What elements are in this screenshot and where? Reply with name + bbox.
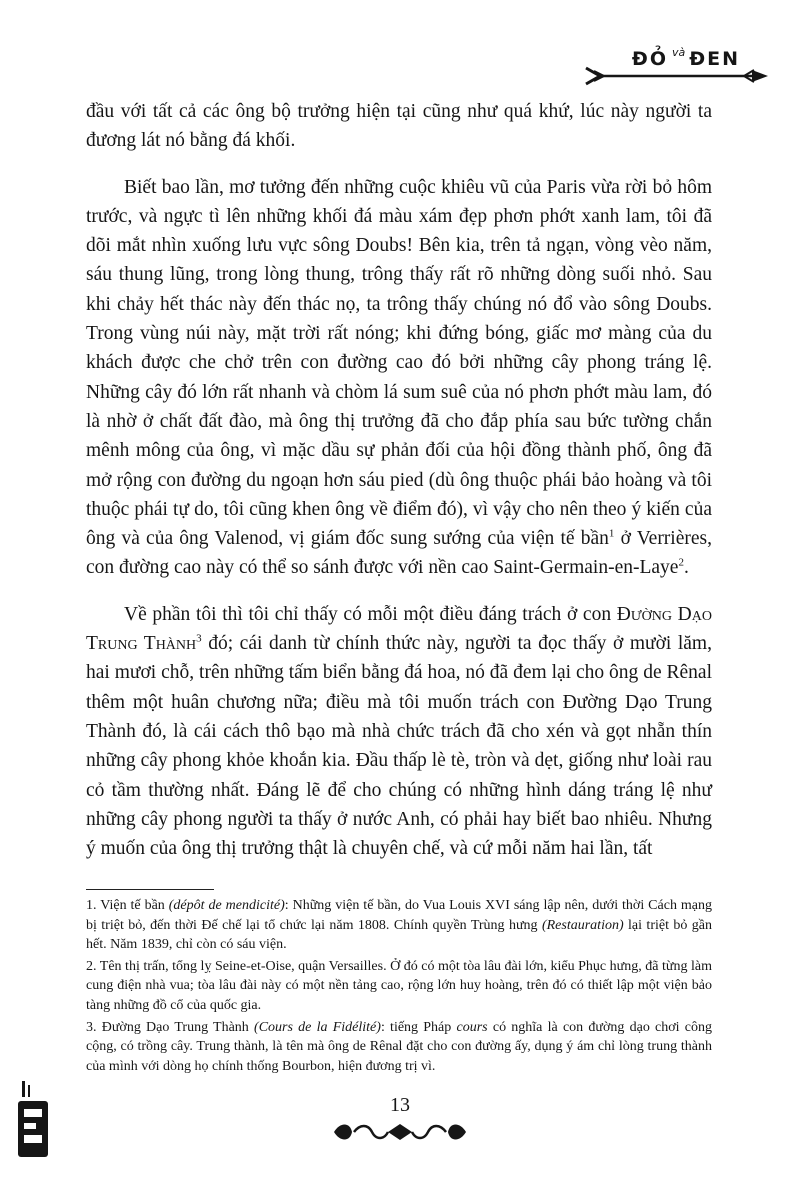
paragraph-text: đó; cái danh từ chính thức này, người ta đọc thấy ở mười lăm, hai mươi chỗ, trên những tấm biển bằng đá hoa, nó đã đem lại cho ông de Rênal thêm một huân chương nữa; điều mà tôi muốn trách con Đường Dạo Trung Thành đó, là cái cách thô bạo mà nhà chức trách đã cho xén và gọt nhẵn thín những cây phong khỏe khoắn kia. Đầu thấp lè tè, tròn và dẹt, giống như loài rau cỏ tầm thường nhất. Đáng lẽ để cho chúng có những hình dáng tráng lệ như những cây phong người ta thấy ở nước Anh, có phải hay biết bao nhiêu. Nhưng ý muốn của ông thị trưởng thật là chuyên chế, và cứ mỗi năm hai lần, tất (86, 633, 712, 860)
small-caps-name: Đường Dạo Trung Thành (86, 603, 712, 655)
book-title-conjunction: và (672, 46, 686, 59)
footnote-italic: (Cours de la Fidélité) (254, 1019, 381, 1035)
book-title-part2: ĐEN (689, 48, 741, 70)
body-text (86, 97, 712, 863)
footnote-text: : tiếng Pháp (380, 1019, 457, 1035)
paragraph-text: ở Verrières, con đường cao này có thể so sánh được với nền cao Saint-Germain-en-Laye (86, 528, 712, 579)
footnote-text: có nghĩa là con đường dạo chơi công cộng, có trồng cây. Trung thành, là tên mà ông de Rênal đặt cho con đường ấy, dụng ý ám chỉ lòng trung thành của mình với dòng họ chính thống Bourbon, hiện đương trị vì. (86, 1019, 712, 1074)
paragraph-continuation: đầu với tất cả các ông bộ trưởng hiện tại cũng như quá khứ, lúc này người ta đương lát nó bằng đá khối. (86, 101, 712, 152)
scroll-flourish-icon (330, 1118, 470, 1146)
paragraph-text: Biết bao lần, mơ tưởng đến những cuộc khiêu vũ của Paris vừa rời bỏ hôm trước, và ngực tì lên những khối đá màu xám đẹp phơn phớt xanh lam, tôi đã dõi mắt nhìn xuống lưu vực sông Doubs! Bên kia, trên tả ngạn, vòng vèo năm, sáu thung lũng, trong lòng thung, trông thấy rất rõ những dòng suối nhỏ. Sau khi chảy hết thác này đến thác nọ, ta trông thấy chúng nó đổ vào sông Doubs. Trong vùng núi này, mặt trời rất nóng; khi đứng bóng, giấc mơ màng của du khách được che chở trên con đường cao đó bởi những cây phong tráng lệ. Những cây đó lớn rất nhanh và chòm lá sum suê của nó phơn phớt màu lam, đó là nhờ ở chất đất đào, mà ông thị trưởng đã cho đắp phía sau bức tường chắn mênh mông của ông, vì mặc dầu sự phản đối của hội đồng thành phố, ông đã mở rộng con đường du ngoạn hơn sáu pied (dù ông thuộc phái bảo hoàng và tôi thuộc phái tự do, tôi cũng khen ông về điểm đó), vì vậy cho nên theo ý kiến của ông và của ông Valenod, vị giám đốc sung sướng của viện tế bần (86, 176, 712, 550)
paragraph-text: Về phần tôi thì tôi chỉ thấy có mỗi một điều đáng trách ở con (124, 603, 617, 625)
footnote-3 (86, 1018, 712, 1077)
paragraph-fidelity-walk (86, 600, 712, 864)
footnote-italic: cours (456, 1019, 488, 1035)
footnote-rule (86, 889, 214, 890)
footnote-text: 3. Đường Dạo Trung Thành (86, 1019, 255, 1035)
publisher-logo-icon (16, 1077, 50, 1161)
footnote-italic: (Restauration) (541, 917, 624, 933)
paragraph-doubs-valley (86, 173, 712, 583)
paragraph-text: . (683, 557, 689, 579)
footnote-1 (86, 896, 712, 955)
footnote-2: 2. Tên thị trấn, tổng lỵ Seine-et-Oise, quận Versailles. Ở đó có một tòa lâu đài lớn, kiểu Phục hưng, đã từng làm cung điện nhà vua; tòa lâu đài này có một nền tảng cao, rộng lớn huy hoàng, trên đó có thiết lập một viện bảo tàng những đồ cổ của quốc gia. (86, 958, 712, 1013)
footnotes (86, 896, 712, 1078)
footnote-text: : Những viện tế bần, do Vua Louis XVI sáng lập nên, dưới thời Cách mạng bị triệt bỏ, đến thời Đế chế lại tổ chức lại năm 1808. Chính quyền Trùng hưng (86, 898, 713, 933)
book-title-part1: ĐỎ (631, 48, 668, 70)
footnote-ref-2[interactable]: 2 (678, 556, 684, 569)
running-header (584, 40, 772, 92)
arrow-flourish-icon (584, 62, 772, 90)
footnote-ref-1[interactable]: 1 (608, 527, 615, 540)
footnote-text: lại triệt bỏ gần hết. Năm 1839, chỉ còn có sáu viện. (86, 917, 712, 953)
footnote-italic: (dépôt de mendicité) (168, 898, 285, 913)
page-number: 13 (390, 1094, 410, 1116)
footnote-text: 1. Viện tế bần (86, 898, 169, 913)
footnote-ref-3[interactable]: 3 (196, 632, 202, 645)
